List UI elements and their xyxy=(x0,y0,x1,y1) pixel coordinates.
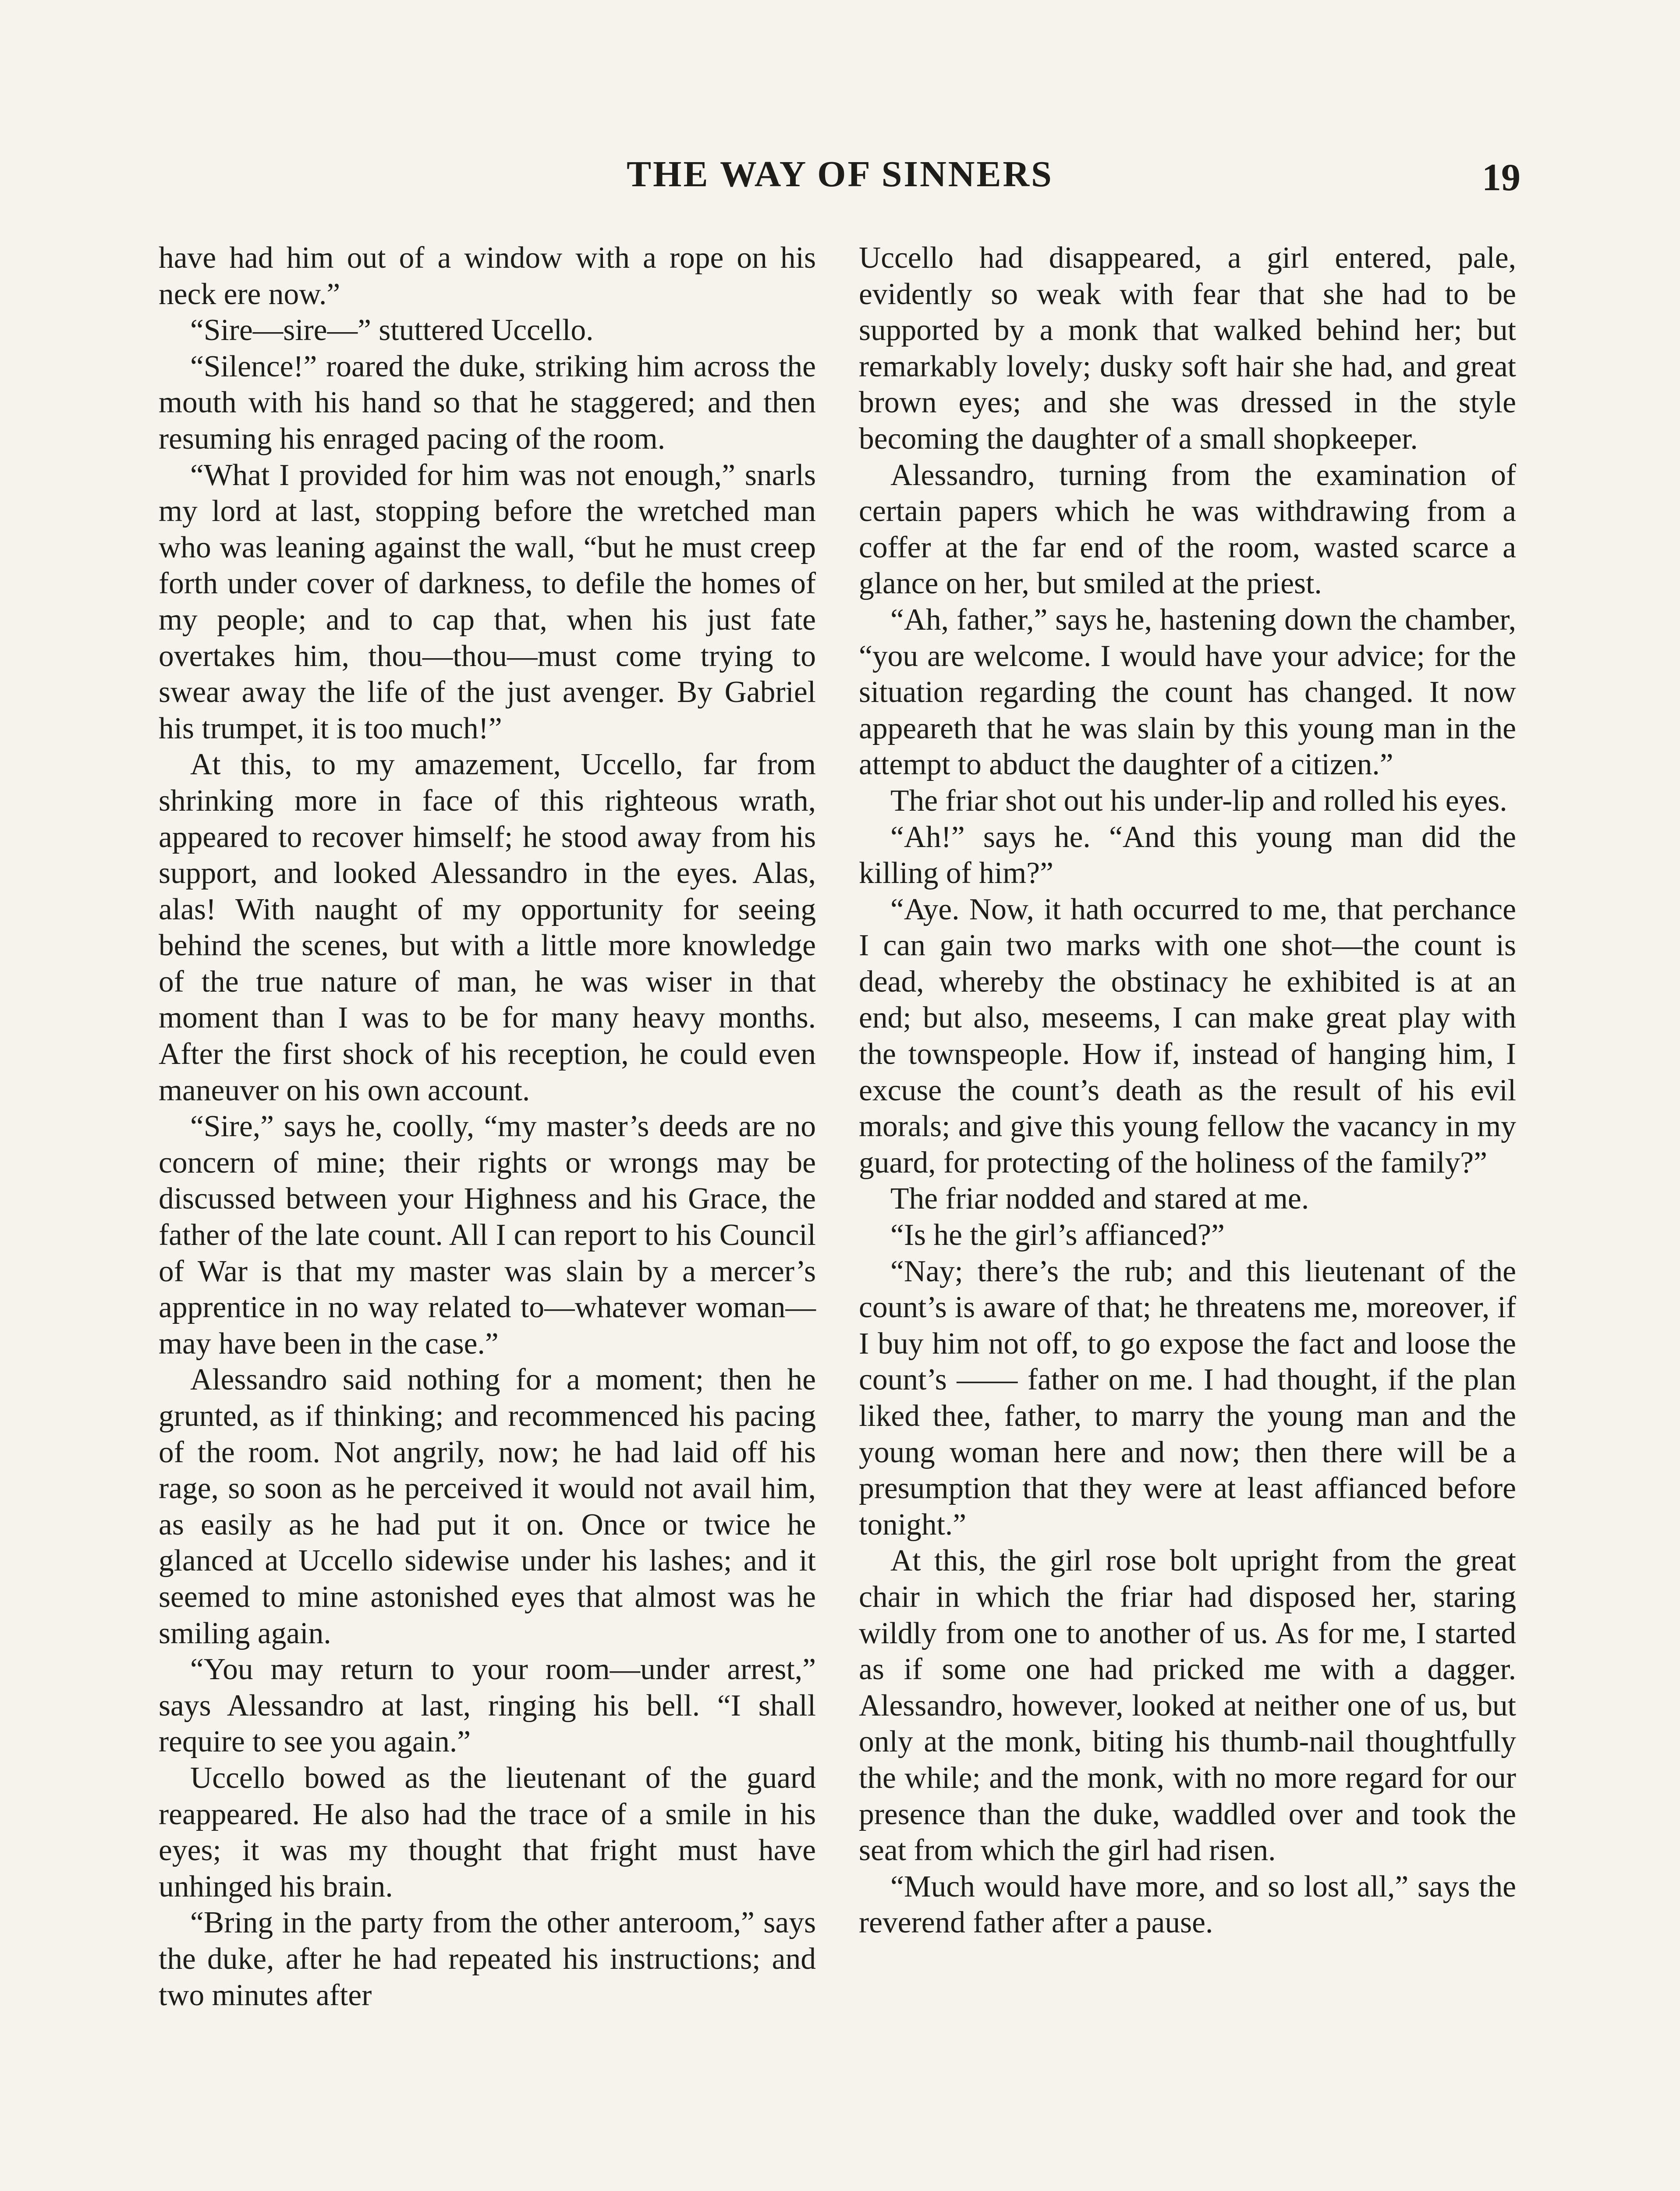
paragraph: “Is he the girl’s affianced?” xyxy=(890,1218,1225,1252)
paragraph: “Ah, father,” says he, hastening down the chamber, “you are welcome. I would have your advice; for the situation regarding the count has changed. It now appeareth that he was slain by this young man in the attempt to abduct the daughter of a citizen.” xyxy=(859,603,1516,782)
paragraph: “What I provided for him was not enough,” snarls my lord at last, stopping before the wretched man who was leaning against the wall, “but he must creep forth under cover of darkness, to defile the homes of my people; and to cap that, when his just fate overtakes him, thou—thou—must come trying to swear away the life of the just avenger. By Gabriel his trumpet, it is too much!” xyxy=(159,458,816,745)
right-text-column xyxy=(859,240,1516,1941)
running-head xyxy=(0,148,1680,201)
paragraph: Uccello had disappeared, a girl entered, pale, evidently so weak with fear that she had to be supported by a monk that walked behind her; but remarkably lovely; dusky soft hair she had, and great brown eyes; and she was dressed in the style becoming the daughter of a small shopkeeper. xyxy=(859,241,1516,456)
paragraph: The friar shot out his under-lip and rolled his eyes. xyxy=(890,784,1507,818)
running-title: THE WAY OF SINNERS xyxy=(627,154,1053,195)
left-text-column xyxy=(159,240,816,2014)
paragraph: “Much would have more, and so lost all,” says the reverend father after a pause. xyxy=(859,1869,1516,1940)
paragraph: Alessandro said nothing for a moment; then he grunted, as if thinking; and recommenced his pacing of the room. Not angrily, now; he had laid off his rage, so soon as he perceived it would not avail him, as easily as he had put it on. Once or twice he glanced at Uccello sidewise under his lashes; and it seemed to mine astonished eyes that almost was he smiling again. xyxy=(159,1363,816,1650)
paragraph: Alessandro, turning from the examination of certain papers which he was withdrawing from a coffer at the far end of the room, wasted scarce a glance on her, but smiled at the priest. xyxy=(859,458,1516,601)
paragraph: “Bring in the party from the other anteroom,” says the duke, after he had repeated his instructions; and two minutes after xyxy=(159,1906,816,2012)
paragraph: “Ah!” says he. “And this young man did the killing of him?” xyxy=(859,820,1516,890)
paragraph: “Aye. Now, it hath occurred to me, that perchance I can gain two marks with one shot—the count is dead, whereby the obstinacy he exhibited is at an end; but also, meseems, I can make great play with the townspeople. How if, instead of hanging him, I excuse the count’s death as the result of his evil morals; and give this young fellow the vacancy in my guard, for protecting of the holiness of the family?” xyxy=(859,892,1516,1180)
paragraph: have had him out of a window with a rope on his neck ere now.” xyxy=(159,241,816,311)
page-number: 19 xyxy=(1482,156,1521,199)
paragraph: “Silence!” roared the duke, striking him across the mouth with his hand so that he staggered; and then resuming his enraged pacing of the room. xyxy=(159,349,816,456)
paragraph: “Sire—sire—” stuttered Uccello. xyxy=(190,313,594,347)
paragraph: “Sire,” says he, coolly, “my master’s deeds are no concern of mine; their rights or wrongs may be discussed between your Highness and his Grace, the father of the late count. All I can report to his Council of War is that my master was slain by a mercer’s apprentice in no way related to—whatever woman—may have been in the case.” xyxy=(159,1110,816,1361)
paragraph: At this, to my amazement, Uccello, far from shrinking more in face of this righteous wrath, appeared to recover himself; he stood away from his support, and looked Alessandro in the eyes. Alas, alas! With naught of my opportunity for seeing behind the scenes, but with a little more knowledge of the true nature of man, he was wiser in that moment than I was to be for many heavy months. After the first shock of his reception, he could even maneuver on his own account. xyxy=(159,748,816,1107)
paragraph: At this, the girl rose bolt upright from the great chair in which the friar had disposed her, staring wildly from one to another of us. As for me, I started as if some one had pricked me with a dagger. Alessandro, however, looked at neither one of us, but only at the monk, biting his thumb-nail thoughtfully the while; and the monk, with no more regard for our presence than the duke, waddled over and took the seat from which the girl had risen. xyxy=(859,1544,1516,1868)
paragraph: Uccello bowed as the lieutenant of the guard reappeared. He also had the trace of a smile in his eyes; it was my thought that fright must have unhinged his brain. xyxy=(159,1761,816,1904)
paragraph: “You may return to your room—under arrest,” says Alessandro at last, ringing his bell. “I shall require to see you again.” xyxy=(159,1652,816,1759)
paragraph: The friar nodded and stared at me. xyxy=(890,1182,1309,1216)
paragraph: “Nay; there’s the rub; and this lieutenant of the count’s is aware of that; he threatens me, moreover, if I buy him not off, to go expose the fact and loose the count’s —— father on me. I had thought, if the plan liked thee, father, to marry the young man and the young woman here and now; then there will be a presumption that they were at least affianced before tonight.” xyxy=(859,1254,1516,1542)
